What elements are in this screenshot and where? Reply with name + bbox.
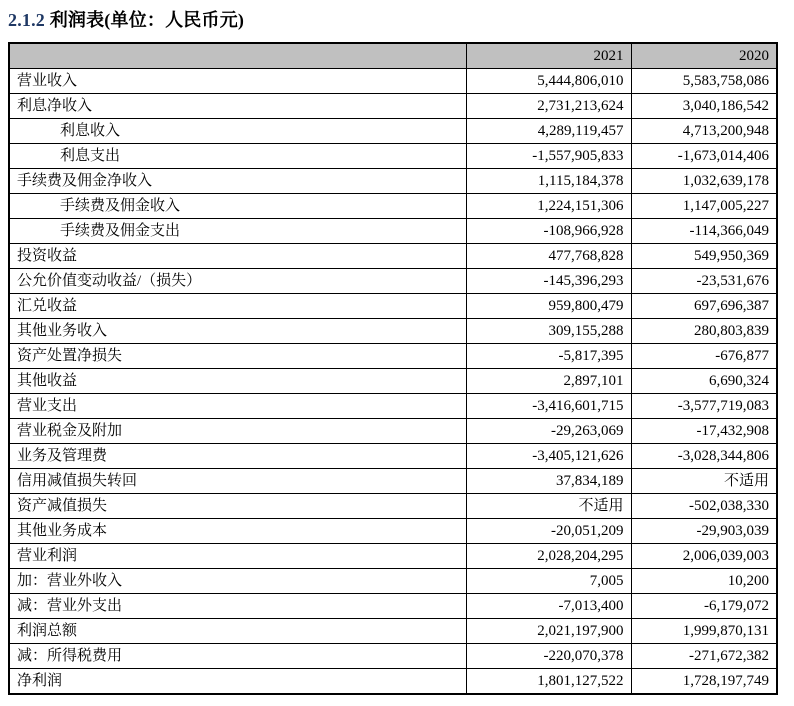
value-2020: -17,432,908	[631, 419, 777, 444]
table-row	[9, 594, 777, 619]
value-2020: -3,577,719,083	[631, 394, 777, 419]
table-row	[9, 144, 777, 169]
row-label: 资产减值损失	[9, 494, 466, 519]
table-row	[9, 219, 777, 244]
value-2020: 280,803,839	[631, 319, 777, 344]
value-2021: -7,013,400	[466, 594, 631, 619]
value-2020: 4,713,200,948	[631, 119, 777, 144]
table-row	[9, 619, 777, 644]
value-2021: 5,444,806,010	[466, 69, 631, 94]
row-label: 利息净收入	[9, 94, 466, 119]
row-label: 营业支出	[9, 394, 466, 419]
value-2020: 549,950,369	[631, 244, 777, 269]
table-row	[9, 419, 777, 444]
row-label: 手续费及佣金支出	[9, 219, 466, 244]
header-item-column	[9, 43, 466, 69]
table-row	[9, 444, 777, 469]
table-row	[9, 669, 777, 695]
value-2021: -3,405,121,626	[466, 444, 631, 469]
table-row	[9, 569, 777, 594]
value-2020: -1,673,014,406	[631, 144, 777, 169]
row-label: 净利润	[9, 669, 466, 695]
value-2021: -3,416,601,715	[466, 394, 631, 419]
value-2021: 37,834,189	[466, 469, 631, 494]
value-2020: 697,696,387	[631, 294, 777, 319]
table-row	[9, 319, 777, 344]
value-2020: -23,531,676	[631, 269, 777, 294]
table-row	[9, 269, 777, 294]
value-2021: 477,768,828	[466, 244, 631, 269]
row-label: 减：所得税费用	[9, 644, 466, 669]
row-label: 其他业务成本	[9, 519, 466, 544]
value-2021: 1,115,184,378	[466, 169, 631, 194]
table-row	[9, 519, 777, 544]
value-2021: 309,155,288	[466, 319, 631, 344]
row-label: 汇兑收益	[9, 294, 466, 319]
value-2021: 2,897,101	[466, 369, 631, 394]
table-row	[9, 244, 777, 269]
value-2020: 1,999,870,131	[631, 619, 777, 644]
row-label: 减：营业外支出	[9, 594, 466, 619]
value-2020: -502,038,330	[631, 494, 777, 519]
row-label: 利润总额	[9, 619, 466, 644]
value-2021: -220,070,378	[466, 644, 631, 669]
row-label: 其他业务收入	[9, 319, 466, 344]
row-label: 信用减值损失转回	[9, 469, 466, 494]
value-2021: -108,966,928	[466, 219, 631, 244]
value-2021: 4,289,119,457	[466, 119, 631, 144]
row-label: 营业收入	[9, 69, 466, 94]
value-2021: 不适用	[466, 494, 631, 519]
table-row	[9, 94, 777, 119]
row-label: 加：营业外收入	[9, 569, 466, 594]
income-statement-table	[8, 42, 778, 695]
value-2021: 2,021,197,900	[466, 619, 631, 644]
value-2021: -20,051,209	[466, 519, 631, 544]
value-2020: -676,877	[631, 344, 777, 369]
value-2021: -1,557,905,833	[466, 144, 631, 169]
header-year-2020: 2020	[631, 43, 777, 69]
value-2020: -29,903,039	[631, 519, 777, 544]
section-title	[8, 6, 244, 32]
value-2020: -6,179,072	[631, 594, 777, 619]
value-2021: 2,028,204,295	[466, 544, 631, 569]
value-2021: -5,817,395	[466, 344, 631, 369]
value-2020: 3,040,186,542	[631, 94, 777, 119]
table-row	[9, 344, 777, 369]
table-row	[9, 469, 777, 494]
table-row	[9, 294, 777, 319]
value-2020: -271,672,382	[631, 644, 777, 669]
row-label: 利息支出	[9, 144, 466, 169]
table-row	[9, 169, 777, 194]
row-label: 营业利润	[9, 544, 466, 569]
table-row	[9, 394, 777, 419]
value-2021: 7,005	[466, 569, 631, 594]
value-2021: 1,801,127,522	[466, 669, 631, 695]
row-label: 业务及管理费	[9, 444, 466, 469]
value-2020: 1,147,005,227	[631, 194, 777, 219]
value-2020: 5,583,758,086	[631, 69, 777, 94]
value-2021: 2,731,213,624	[466, 94, 631, 119]
table-body	[9, 69, 777, 695]
value-2020: 不适用	[631, 469, 777, 494]
table-row	[9, 369, 777, 394]
table-row	[9, 69, 777, 94]
table-row	[9, 494, 777, 519]
row-label: 手续费及佣金净收入	[9, 169, 466, 194]
table-row	[9, 119, 777, 144]
row-label: 营业税金及附加	[9, 419, 466, 444]
value-2020: 10,200	[631, 569, 777, 594]
value-2020: 2,006,039,003	[631, 544, 777, 569]
table-row	[9, 644, 777, 669]
value-2021: -145,396,293	[466, 269, 631, 294]
row-label: 公允价值变动收益/（损失）	[9, 269, 466, 294]
section-number: 2.1.2	[8, 10, 45, 30]
value-2021: 959,800,479	[466, 294, 631, 319]
section-title-text: 利润表(单位：人民币元)	[45, 10, 245, 30]
table-row	[9, 544, 777, 569]
row-label: 手续费及佣金收入	[9, 194, 466, 219]
row-label: 利息收入	[9, 119, 466, 144]
value-2020: -114,366,049	[631, 219, 777, 244]
row-label: 投资收益	[9, 244, 466, 269]
header-year-2021: 2021	[466, 43, 631, 69]
table-row	[9, 194, 777, 219]
value-2021: -29,263,069	[466, 419, 631, 444]
row-label: 其他收益	[9, 369, 466, 394]
value-2020: 1,032,639,178	[631, 169, 777, 194]
table-header-row	[9, 43, 777, 69]
value-2021: 1,224,151,306	[466, 194, 631, 219]
value-2020: 1,728,197,749	[631, 669, 777, 695]
row-label: 资产处置净损失	[9, 344, 466, 369]
value-2020: -3,028,344,806	[631, 444, 777, 469]
value-2020: 6,690,324	[631, 369, 777, 394]
